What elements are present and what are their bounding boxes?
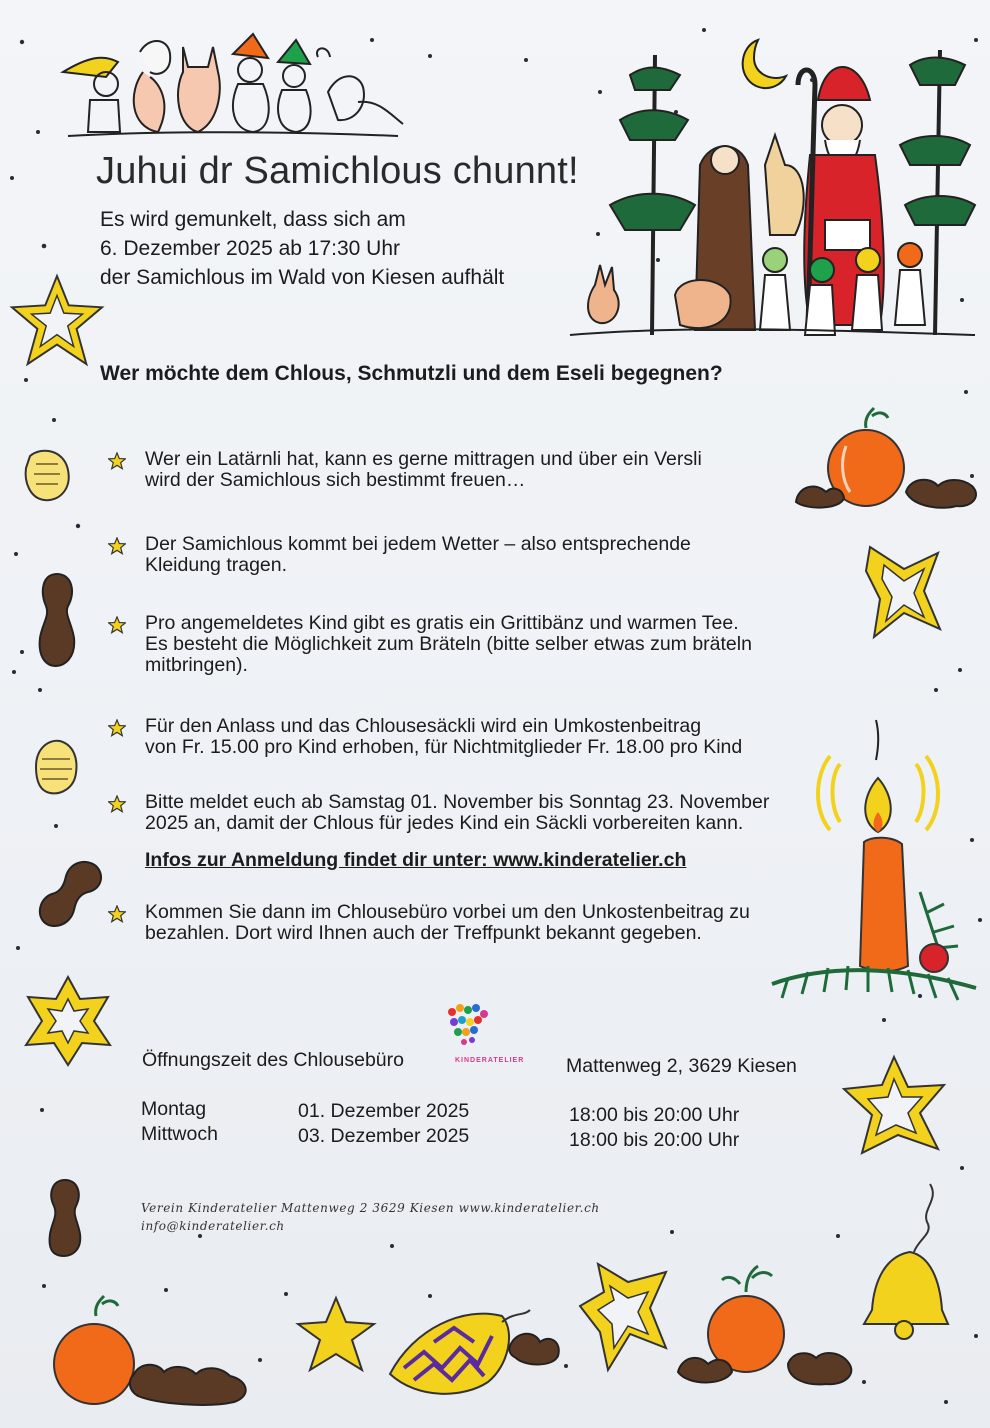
schedule-time: 18:00 bis 20:00 Uhr [569, 1129, 740, 1151]
bullet-text: Kommen Sie dann im Chlousebüro vorbei um den Unkostenbeitrag zu bezahlen. Dort wird Ihnen auch der Treffpunkt bekannt gegeben. [145, 901, 750, 944]
logo-wordmark: KINDERATELIER [455, 1057, 525, 1064]
bullet-text: Wer ein Latärnli hat, kann es gerne mittragen und über ein Versli wird der Samichlous sich bestimmt freuen… [145, 448, 702, 491]
intro-line-3: der Samichlous im Wald von Kiesen aufhält [100, 266, 505, 289]
footer-email: info@kinderatelier.ch [141, 1219, 285, 1233]
office-address: Mattenweg 2, 3629 Kiesen [566, 1055, 797, 1077]
bullet-text: Für den Anlass und das Chlousesäckli wird ein Umkostenbeitrag von Fr. 15.00 pro Kind erhoben, für Nichtmitglieder Fr. 18.00 pro Kind [145, 715, 743, 758]
bullet-text: Der Samichlous kommt bei jedem Wetter – also entsprechende Kleidung tragen. [145, 533, 691, 576]
subheading: Wer möchte dem Chlous, Schmutzli und dem Eseli begegnen? [100, 362, 723, 385]
schedule-date: 03. Dezember 2025 [298, 1125, 470, 1147]
bullet-text: Bitte meldet euch ab Samstag 01. November bis Sonntag 23. November 2025 an, damit der Chlous für jedes Kind ein Säckli vorbereiten kann. [145, 791, 770, 834]
intro-line-2: 6. Dezember 2025 ab 17:30 Uhr [100, 237, 401, 260]
schedule-time: 18:00 bis 20:00 Uhr [569, 1104, 740, 1126]
schedule-day: Montag [141, 1098, 207, 1120]
registration-info-link[interactable]: Infos zur Anmeldung findet dir unter: www.kinderatelier.ch [145, 849, 687, 871]
bullet-text: Pro angemeldetes Kind gibt es gratis ein Grittibänz und warmen Tee. Es besteht die Möglichkeit zum Bräteln (bitte selber etwas zum bräteln mitbringen). [145, 612, 752, 676]
schedule-date: 01. Dezember 2025 [298, 1100, 470, 1122]
office-hours-label: Öffnungszeit des Chlousebüro [142, 1049, 404, 1071]
footer-line-1: Verein Kinderatelier Mattenweg 2 3629 Kiesen www.kinderatelier.ch [141, 1201, 600, 1215]
schedule-day: Mittwoch [141, 1123, 218, 1145]
page-title: Juhui dr Samichlous chunnt! [96, 150, 579, 192]
intro-line-1: Es wird gemunkelt, dass sich am [100, 208, 406, 231]
